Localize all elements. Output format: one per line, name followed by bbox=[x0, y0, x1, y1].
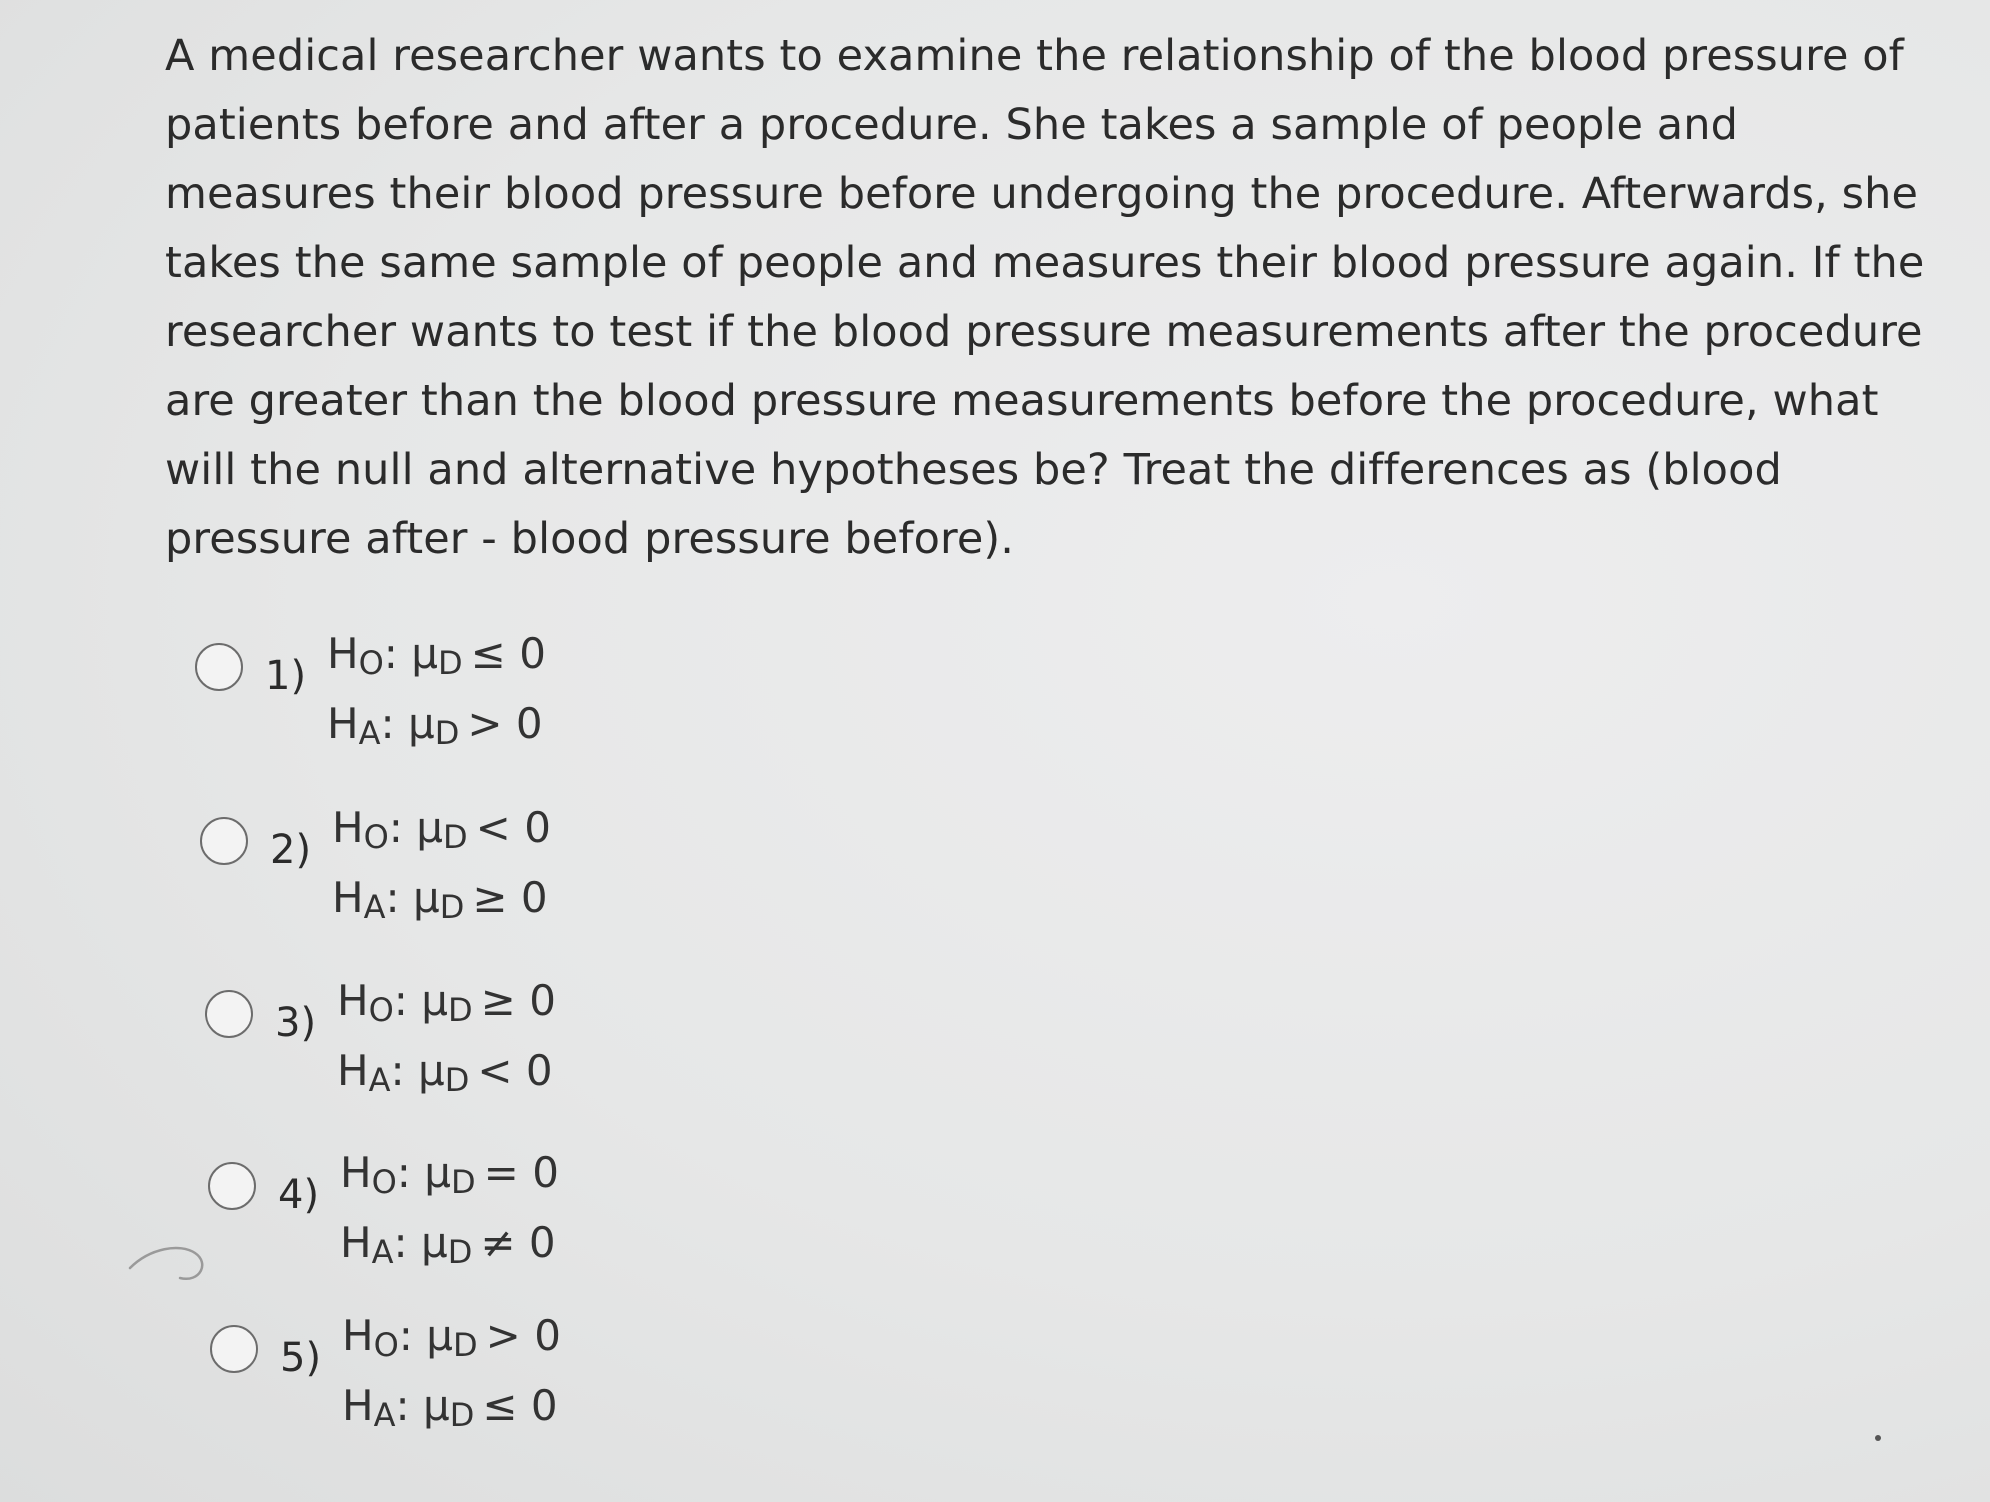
null-hypothesis: HO: μD < 0 bbox=[332, 803, 551, 856]
alternative-hypothesis: HA: μD ≠ 0 bbox=[340, 1218, 556, 1271]
null-hypothesis: HO: μD ≥ 0 bbox=[337, 976, 556, 1029]
question-text: A medical researcher wants to examine the relationship of the blood pressure of patients before and after a procedure. She takes a sample of people and measures their blood pressure before undergoing the procedure. Afterwards, she takes the same sample of people and measures their blood pressure again. If the researcher wants to test if the blood pressure measurements after the procedure are greater than the blood pressure measurements before the procedure, what will the null and alternative hypotheses be? Treat the differences as (blood pressure after - blood pressure before). bbox=[165, 31, 1925, 564]
alternative-hypothesis: HA: μD < 0 bbox=[337, 1046, 553, 1099]
null-hypothesis: HO: μD = 0 bbox=[340, 1148, 559, 1201]
radio-button-option-4[interactable] bbox=[208, 1162, 256, 1210]
radio-button-option-3[interactable] bbox=[205, 990, 253, 1038]
option-number: 1) bbox=[265, 653, 307, 699]
answer-option-5[interactable] bbox=[210, 1311, 710, 1475]
screen-speck bbox=[1875, 1435, 1881, 1441]
radio-button-option-2[interactable] bbox=[200, 817, 248, 865]
option-number: 4) bbox=[278, 1172, 320, 1218]
alternative-hypothesis: HA: μD > 0 bbox=[327, 699, 543, 752]
option-number: 5) bbox=[280, 1335, 322, 1381]
pen-scribble-mark bbox=[125, 1238, 215, 1298]
answer-option-2[interactable] bbox=[200, 803, 700, 967]
radio-button-option-5[interactable] bbox=[210, 1325, 258, 1373]
option-number: 3) bbox=[275, 1000, 317, 1046]
radio-button-option-1[interactable] bbox=[195, 643, 243, 691]
alternative-hypothesis: HA: μD ≥ 0 bbox=[332, 873, 548, 926]
null-hypothesis: HO: μD ≤ 0 bbox=[327, 629, 546, 682]
option-number: 2) bbox=[270, 827, 312, 873]
alternative-hypothesis: HA: μD ≤ 0 bbox=[342, 1381, 558, 1434]
answer-option-1[interactable] bbox=[195, 629, 695, 793]
null-hypothesis: HO: μD > 0 bbox=[342, 1311, 561, 1364]
answer-option-4[interactable] bbox=[208, 1148, 708, 1312]
answer-option-3[interactable] bbox=[205, 976, 705, 1140]
